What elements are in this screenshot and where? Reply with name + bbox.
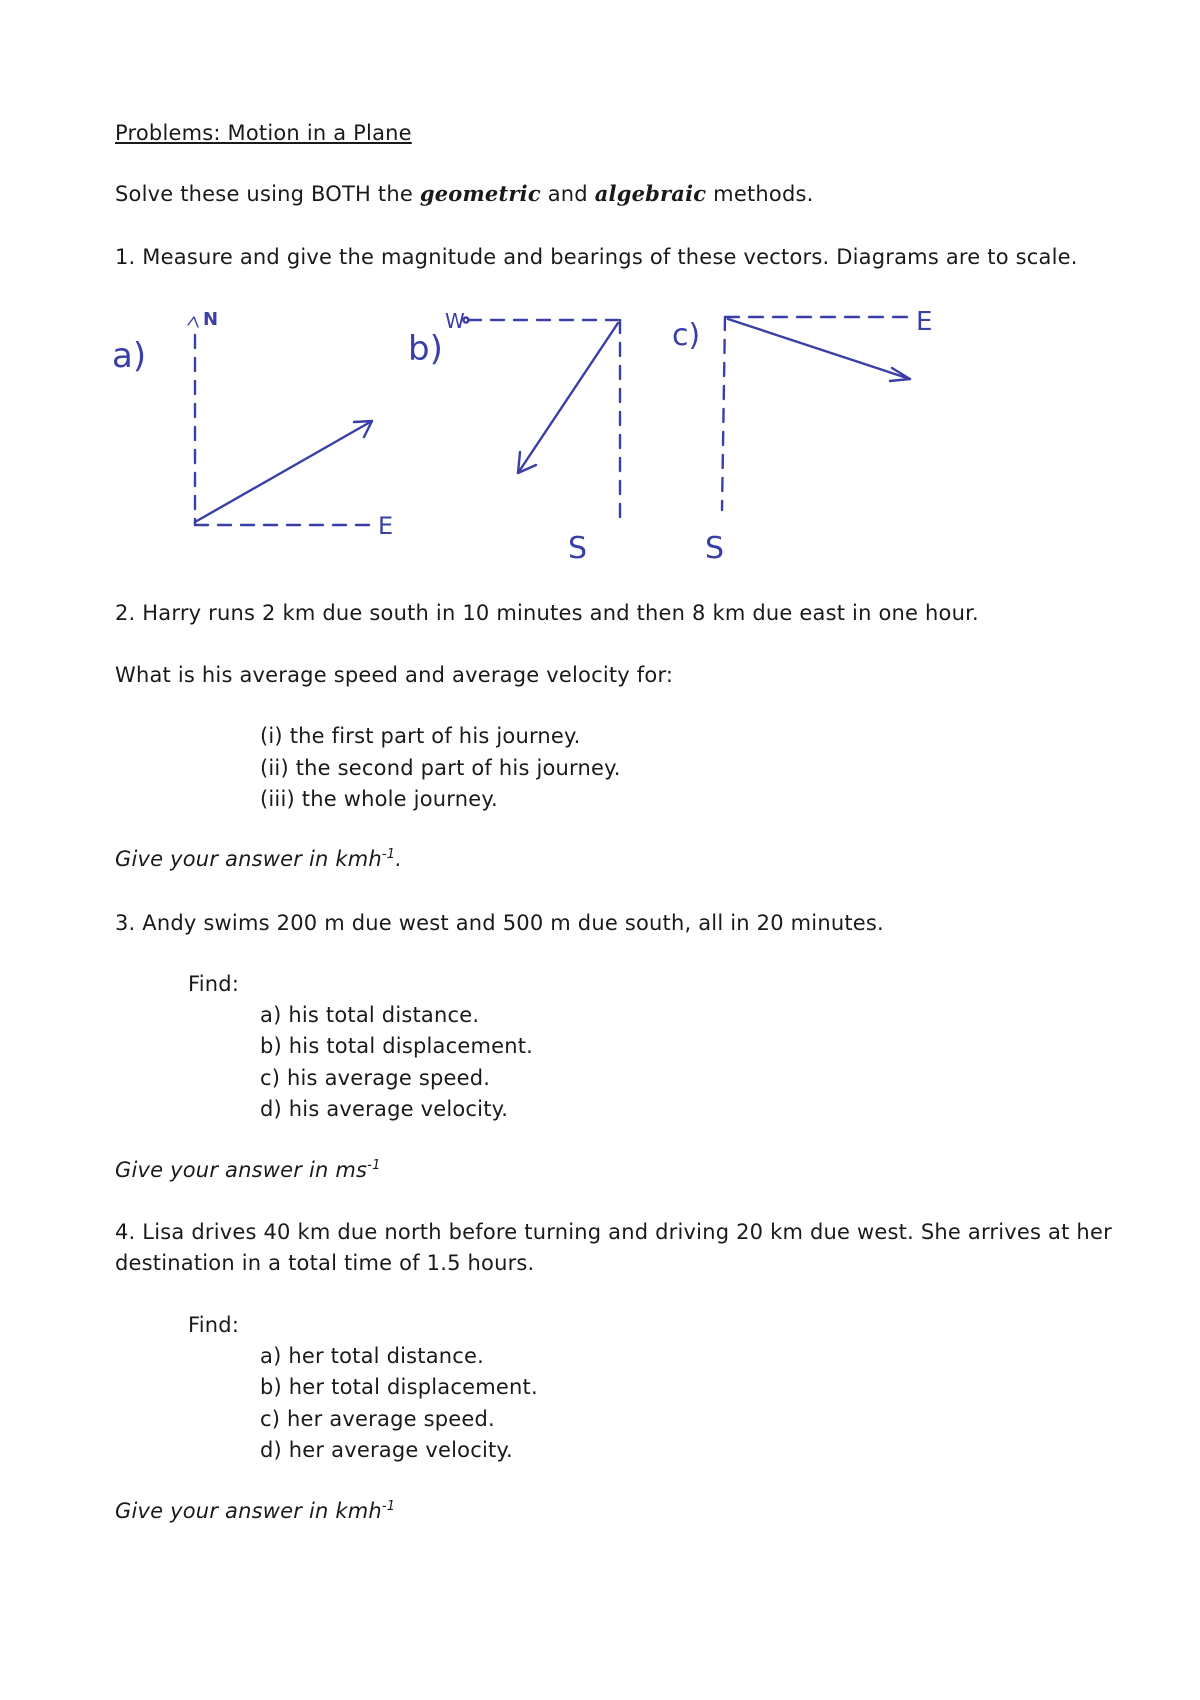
q3-answer-sup: -1 (367, 1158, 381, 1173)
q2-answer-pre: Give your answer in kmh (115, 847, 382, 871)
q3-answer-units (115, 1157, 381, 1183)
q2-answer-units (115, 846, 402, 872)
q4-item-a: a) her total distance. (260, 1344, 485, 1368)
q4-find: Find: (188, 1313, 240, 1337)
diagram-c-east-label: E (916, 307, 933, 337)
q4-item-b: b) her total displacement. (260, 1375, 538, 1399)
q3-item-b: b) his total displacement. (260, 1034, 534, 1058)
q3-item-a: a) his total distance. (260, 1003, 480, 1027)
diagram-b-south-label: S (568, 531, 588, 565)
q2-text: 2. Harry runs 2 km due south in 10 minutes and then 8 km due east in one hour. (115, 601, 979, 625)
q2-answer-sup: -1 (381, 847, 396, 862)
q4-answer-pre: Give your answer in kmh (115, 1499, 382, 1523)
diagram-a-north-tick (188, 317, 198, 327)
diagram-c-label: c) (672, 318, 701, 353)
q3-find: Find: (188, 972, 240, 996)
instructions (115, 181, 814, 207)
instructions-post: methods. (713, 182, 814, 206)
q2-prompt: What is his average speed and average velocity for: (115, 663, 674, 687)
diagram-c-vector (728, 319, 910, 379)
vector-diagrams (110, 295, 1030, 565)
diagram-c-south-label: S (705, 531, 725, 565)
q2-item-2: (ii) the second part of his journey. (260, 756, 621, 780)
diagram-c-south-axis (722, 317, 725, 510)
q2-item-1: (i) the first part of his journey. (260, 724, 581, 748)
page-title: Problems: Motion in a Plane (115, 121, 412, 145)
diagram-a-label: a) (112, 336, 147, 376)
q4-answer-sup: -1 (381, 1499, 396, 1514)
diagram-c (722, 317, 910, 510)
q4-answer-units (115, 1498, 395, 1524)
diagram-a-east-label: E (378, 512, 394, 540)
q4-line-2: destination in a total time of 1.5 hours. (115, 1251, 535, 1275)
q3-item-d: d) his average velocity. (260, 1097, 509, 1121)
q2-item-3: (iii) the whole journey. (260, 787, 498, 811)
q4-line-1: 4. Lisa drives 40 km due north before turning and driving 20 km due west. She arrives at her (115, 1220, 1112, 1244)
diagram-b (464, 318, 621, 521)
q2-answer-post: . (395, 847, 403, 871)
diagram-b-vector (518, 323, 618, 473)
instructions-mid: and (547, 182, 588, 206)
q1-text: 1. Measure and give the magnitude and bearings of these vectors. Diagrams are to scale. (115, 245, 1078, 269)
diagram-b-label: b) (408, 329, 443, 369)
instructions-algebraic: algebraic (594, 181, 707, 206)
q3-text: 3. Andy swims 200 m due west and 500 m due south, all in 20 minutes. (115, 911, 884, 935)
q3-item-c: c) his average speed. (260, 1066, 491, 1090)
instructions-pre: Solve these using BOTH the (115, 182, 413, 206)
q4-item-c: c) her average speed. (260, 1407, 495, 1431)
diagram-a (188, 317, 372, 525)
instructions-geometric: geometric (419, 181, 541, 206)
q3-answer-pre: Give your answer in ms (115, 1158, 368, 1182)
diagram-a-vector (195, 421, 372, 522)
diagram-b-west-label: W (445, 309, 465, 333)
diagram-a-north-label: N (203, 309, 219, 330)
q4-item-d: d) her average velocity. (260, 1438, 513, 1462)
